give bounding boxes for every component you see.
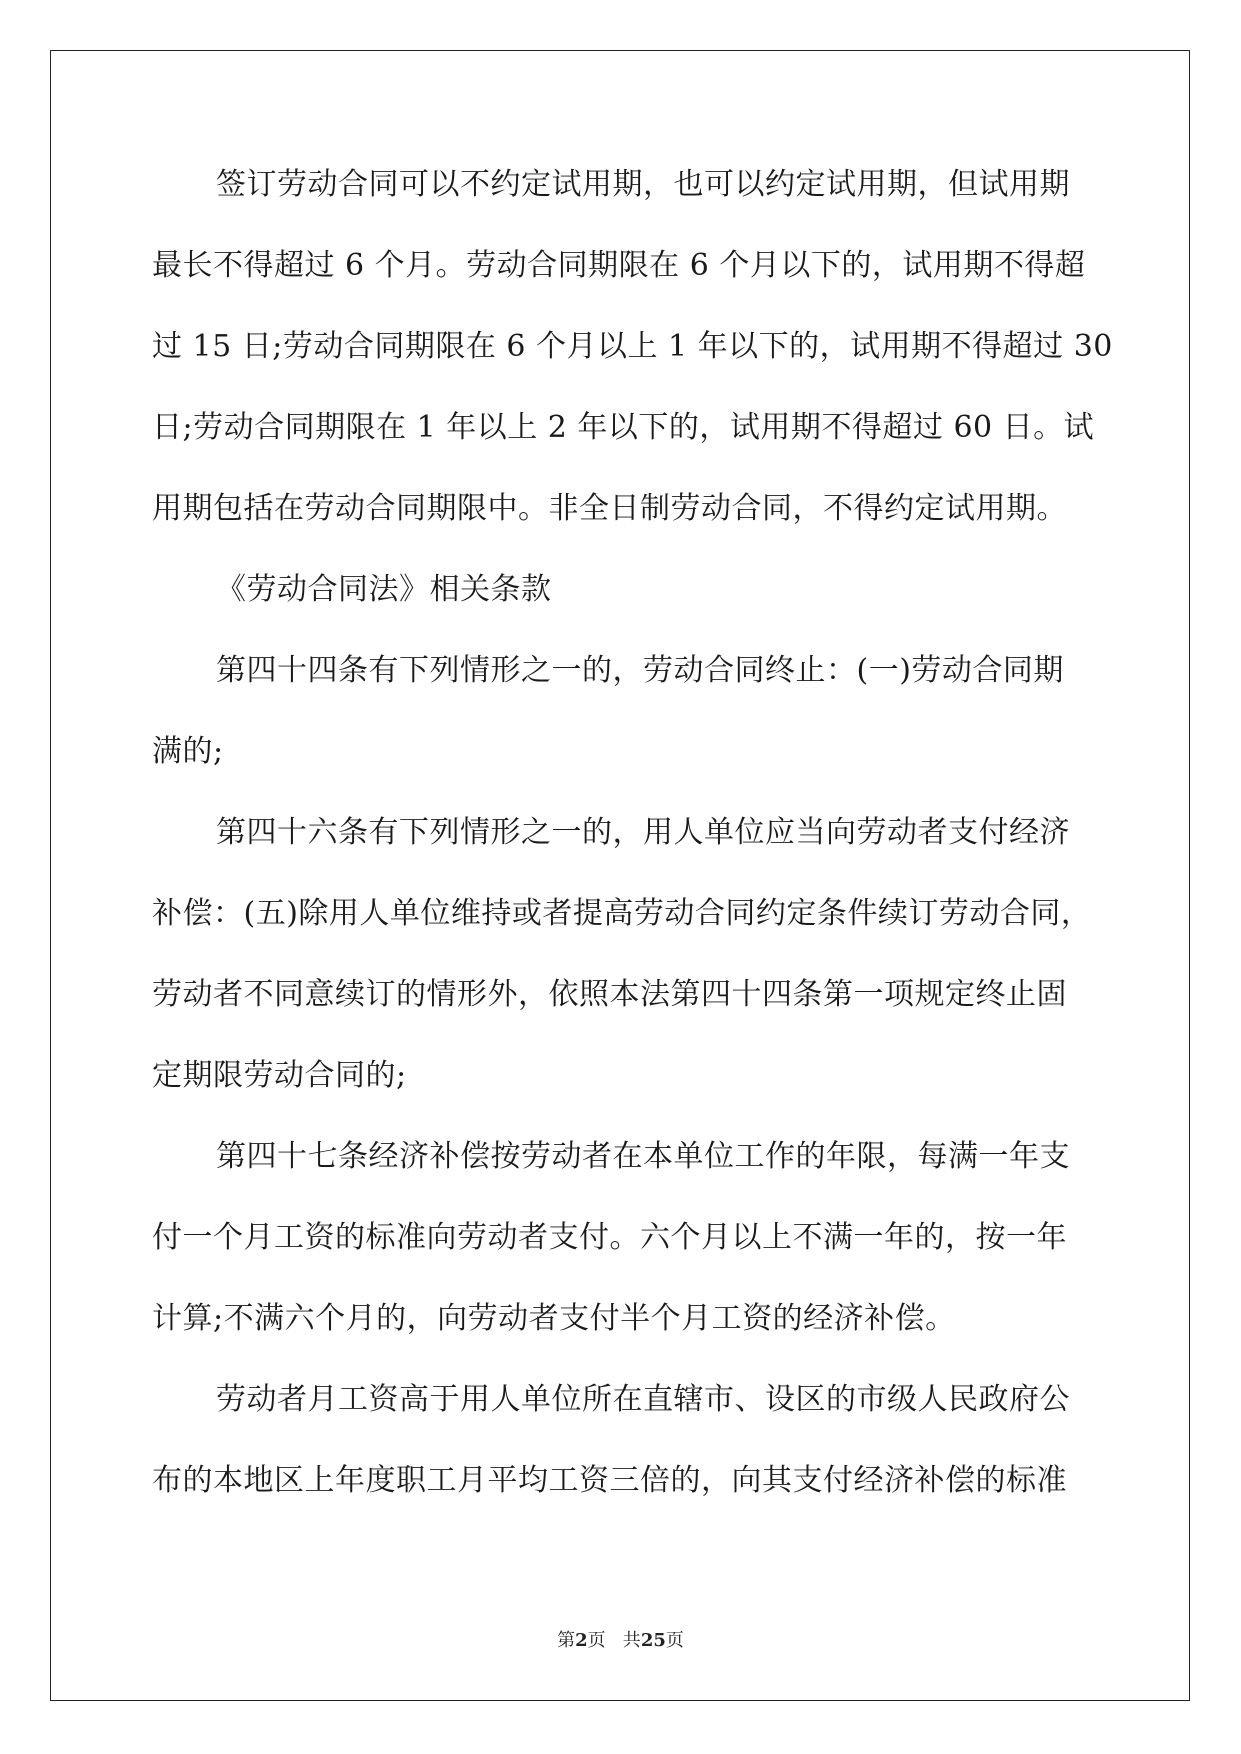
wage-paragraph-line-1: 劳动者月工资高于用人单位所在直辖市、设区的市级人民政府公 bbox=[216, 1382, 1070, 1417]
page-suffix: 页 bbox=[665, 1630, 684, 1651]
page-total: 25 bbox=[640, 1630, 666, 1651]
article-47-line-1: 第四十七条经济补偿按劳动者在本单位工作的年限，每满一年支 bbox=[216, 1139, 1070, 1174]
page-mid: 页 共 bbox=[587, 1630, 641, 1651]
paragraph-probation-line-3: 过 15 日;劳动合同期限在 6 个月以上 1 年以下的，试用期不得超过 30 bbox=[152, 329, 1113, 364]
article-46-line-4: 定期限劳动合同的; bbox=[152, 1058, 407, 1093]
paragraph-probation-line-2: 最长不得超过 6 个月。劳动合同期限在 6 个月以下的，试用期不得超 bbox=[152, 248, 1086, 283]
wage-paragraph-line-2: 布的本地区上年度职工月平均工资三倍的，向其支付经济补偿的标准 bbox=[152, 1463, 1067, 1498]
article-44-line-1: 第四十四条有下列情形之一的，劳动合同终止：(一)劳动合同期 bbox=[216, 653, 1064, 688]
article-46-line-3: 劳动者不同意续订的情形外，依照本法第四十四条第一项规定终止固 bbox=[152, 977, 1067, 1012]
page-number-footer bbox=[0, 1629, 1241, 1653]
article-46-line-1: 第四十六条有下列情形之一的，用人单位应当向劳动者支付经济 bbox=[216, 815, 1070, 850]
article-47-line-2: 付一个月工资的标准向劳动者支付。六个月以上不满一年的，按一年 bbox=[152, 1220, 1067, 1255]
article-46-line-2: 补偿：(五)除用人单位维持或者提高劳动合同约定条件续订劳动合同， bbox=[152, 896, 1092, 931]
section-heading: 《劳动合同法》相关条款 bbox=[216, 572, 552, 607]
paragraph-probation-line-4: 日;劳动合同期限在 1 年以上 2 年以下的，试用期不得超过 60 日。试 bbox=[152, 410, 1095, 445]
article-44-line-2: 满的; bbox=[152, 734, 224, 769]
paragraph-probation-line-1: 签订劳动合同可以不约定试用期，也可以约定试用期，但试用期 bbox=[216, 167, 1070, 202]
paragraph-probation-line-5: 用期包括在劳动合同期限中。非全日制劳动合同，不得约定试用期。 bbox=[152, 491, 1067, 526]
document-body bbox=[152, 160, 1113, 1537]
page-current: 2 bbox=[575, 1630, 588, 1651]
page-prefix: 第 bbox=[557, 1630, 576, 1651]
article-47-line-3: 计算;不满六个月的，向劳动者支付半个月工资的经济补偿。 bbox=[152, 1301, 956, 1336]
